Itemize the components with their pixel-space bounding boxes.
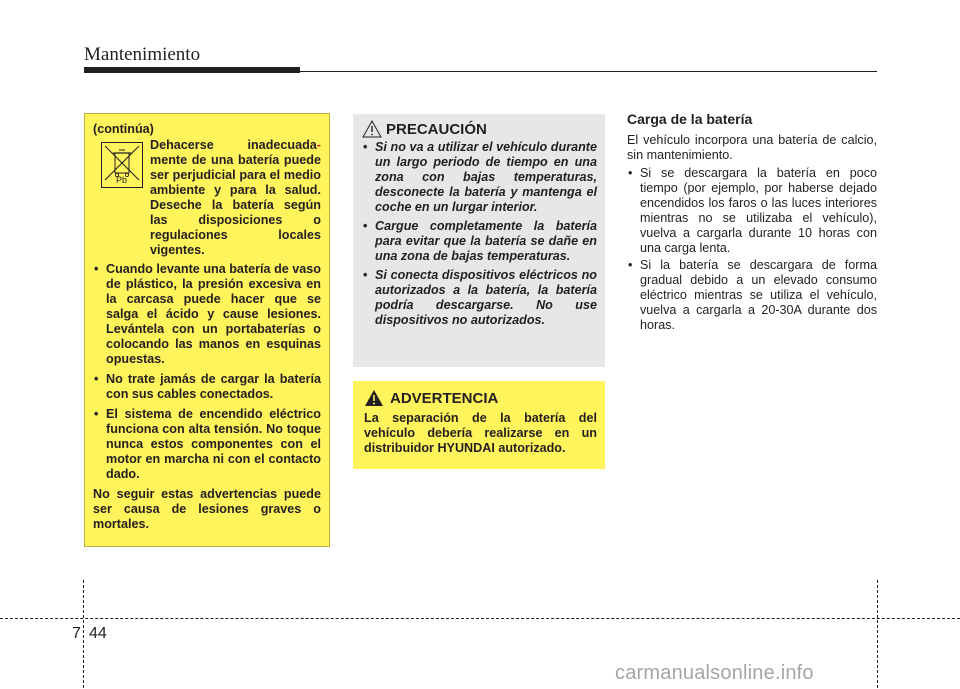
warning-triangle-outline-icon [362,120,382,138]
battery-warning-list [93,262,321,482]
section-title: Carga de la batería [627,111,753,127]
caution-title: PRECAUCIÓN [386,120,487,138]
section-intro: El vehículo incorpora una batería de calcio, sin mantenimiento. [627,133,877,162]
header-rule [300,71,877,72]
page-number: 44 [89,625,107,642]
list-item: • Si conecta dispositivos eléctricos no autorizados a la batería, la batería podría descargarse. No use dispositivos no autorizados. [362,268,597,328]
closing-warning: No seguir estas advertencias puede ser causa de lesiones graves o mortales. [93,487,321,531]
chapter-number: 7 [72,625,81,642]
warning-triangle-filled-icon [364,389,384,407]
caution-box [353,114,605,367]
list-item: • No trate jamás de cargar la batería con sus cables conectados. [93,372,321,402]
warning-box [353,381,605,469]
pb-label: Pb [116,175,128,185]
caution-list [362,140,597,328]
header-bar [84,67,300,73]
caution-header [362,120,597,138]
page-header-title: Mantenimiento [84,44,201,65]
recycle-disposal-text [150,138,321,258]
list-item: • El sistema de encendido eléctrico funciona con alta tensión. No toque nunca estos componentes con el motor en marcha ni con el contacto dado. [93,407,321,482]
crop-mark-right [877,580,878,688]
list-item: • Si la batería se descargara de forma gradual debido a un elevado consumo eléctrico mientras se utiliza el vehículo, vuelva a cargarla a 20-30A durante dos horas. [627,258,877,333]
warning-header [364,389,597,407]
recycle-row [93,138,321,258]
crop-mark-bottom [0,618,960,619]
warning-title: ADVERTENCIA [390,389,499,407]
recycle-text-rest: mente de una batería puede ser perjudicial para el medio ambiente y para la salud. Deseche la batería según las disposiciones o regulaciones locales vigentes. [150,153,321,257]
crop-mark-left [83,580,84,688]
crossed-out-bin-icon [101,142,143,188]
list-item: • Si se descargara la batería en poco tiempo (por ejemplo, por haberse dejado encendidos los faros o las luces interiores mientras no se utilizaba el vehículo), vuelva a cargarla durante 10 horas con una carga lenta. [627,166,877,256]
list-item: • Si no va a utilizar el vehículo durante un largo periodo de tiempo en una zona con bajas temperaturas, desconecte la batería y mantenga el coche en un lurgar interior. [362,140,597,215]
charging-list [627,166,877,333]
recycle-text-start: Dehacerse inadecuada [150,138,317,152]
list-item: • Cargue completamente la batería para evitar que la batería se dañe en una zona de bajas temperaturas. [362,219,597,264]
list-item: • Cuando levante una batería de vaso de plástico, la presión excesiva en la carcasa puede hacer que se salga el ácido y cause lesiones. Levántela con un portabaterías o colocando las manos en esquinas opuestas. [93,262,321,367]
battery-charging-section [627,111,877,335]
continued-warning-box [84,113,330,547]
warning-text: La separación de la batería del vehículo debería realizarse en un distribuidor HYUNDAI autorizado. [364,411,597,455]
watermark: carmanualsonline.info [615,662,814,684]
continued-label: (continúa) [93,122,154,136]
recycle-hyphen: - [316,138,321,152]
